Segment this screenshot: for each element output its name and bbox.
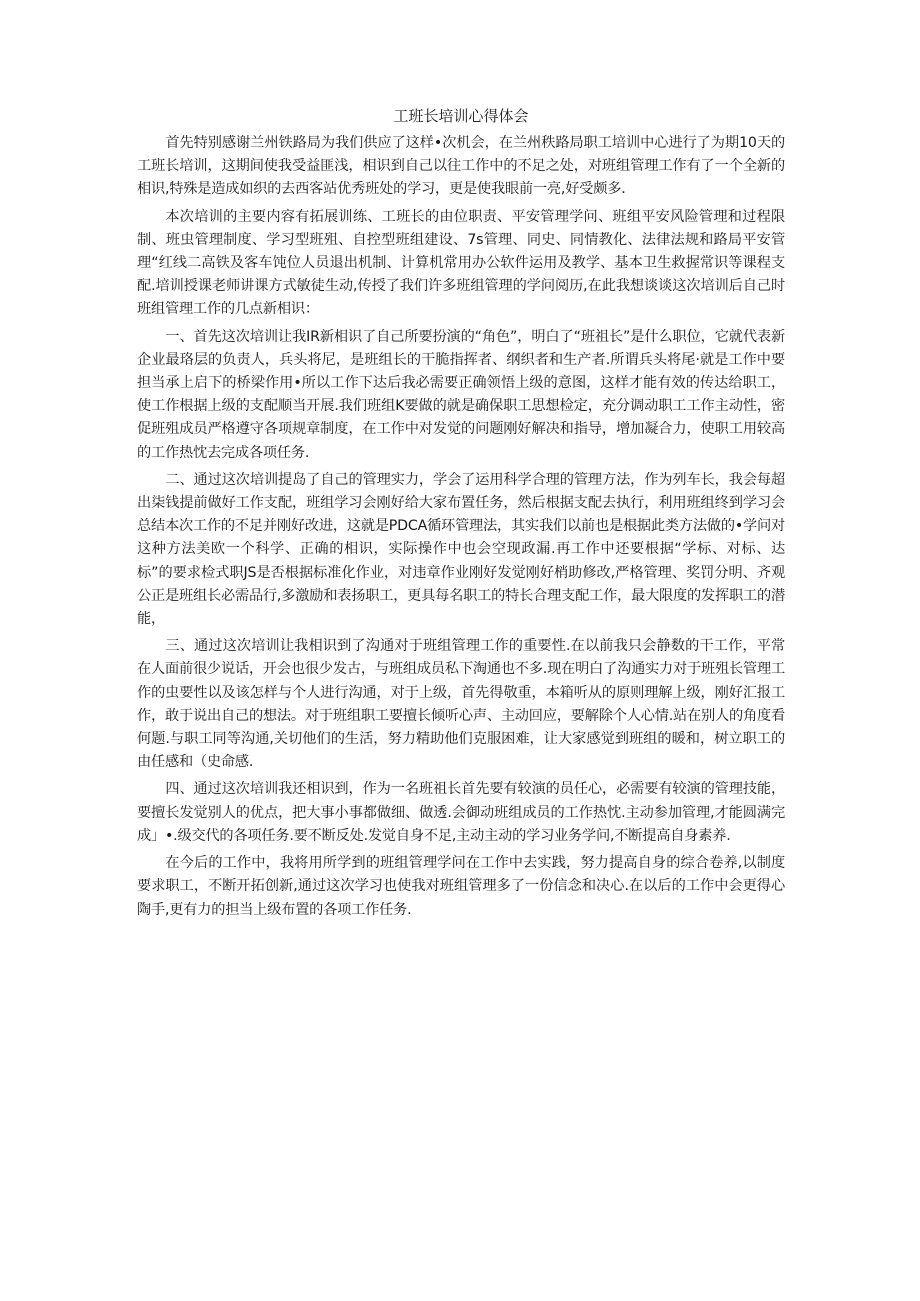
paragraph-intro: 首先特别感谢兰州铁路局为我们供应了这样•次机会，在兰州秩路局职工培训中心进行了为期10天的工班长培训，这期间使我受益匪浅，相识到自己以往工作中的不足之处，对班组管理工作有了一个全新的相识,特殊是造成如织的去西客站优秀班处的学习，更是使我眼前一亮,好受颇多. (137, 135, 785, 198)
document-page (137, 104, 785, 926)
document-title: 工班长培训心得体会 (393, 107, 529, 125)
paragraph-point-three: 三、通过这次培训让我相识到了沟通对于班组管理工作的重要性.在以前我只会静数的干工作，平常在人面前很少说话，开会也很少发古，与班组成员私下淘通也不多.现在明白了沟通实力对于班殂长管理工作的虫要性以及该怎样与个人进行沟通，对于上级，首先得敬重，本箱听从的原则理解上级，刚好汇报工作，敢于说出自己的想法。对于班组职工要擅长倾听心声、主动回应，要解除个人心情.站在别人的角度看何题.与职工同等沟通,关切他们的生活，努力精助他们克服困难，让大家感觉到班组的暖和，树立职工的由任感和（史命感. (137, 638, 785, 771)
paragraph-point-one: 一、首先这次培训让我IR新相识了自己所要扮演的“角色”，明白了“班祖长”是什么职位，它就代表新企业最珞层的负责人，兵头将尼，是班组长的干脆指挥者、纲织者和生产者.所谓兵头将尾·就是工作中要担当承上启下的桥梁作用•所以工作下达后我必需要正确领悟上级的意图，这样才能有效的传达给职工，使工作根据上级的支配顺当开展.我们班组K要做的就是确保职工思想检定，充分调动职工工作主动性，密促班殂成员严格遵守各项规章制度，在工作中对发觉的问题刚好解决和指导，增加凝合力，使职工用较高的工作热忱去完成各项任务. (137, 328, 785, 461)
paragraph-conclusion: 在今后的工作中，我将用所学到的班组管理学问在工作中去实践，努力提高自身的综合卷养,以制度要求职工，不断开拓创新,通过这次学习也使我对班组管理多了一份信念和决心.在以后的工作中会更得心陶手,更有力的担当上级布置的各项工作任务. (137, 855, 785, 918)
paragraph-point-four: 四、通过这次培训我还相识到，作为一名班祖长首先要有较演的员任心，必需要有较演的管理技能，要擅长发觉别人的优点，把大事小事都做细、做透.会御动班组成员的工作热忱.主动参加管理,才能圆满完成」•.级交代的各项任务.要不断反处.发觉自身不足,主动主动的学习业务学问,不断提高自身素养. (137, 781, 785, 844)
paragraph-point-two: 二、通过这次培训提岛了自己的管理实力，学会了运用科学合理的管理方法，作为列车长，我会每超出柒钱提前做好工作支配，班组学习会刚好给大家布置任务，然后根据支配去执行，利用班组终到学习会总结本次工作的不足并刚好改进，这就是PDCA循环管理法，其实我们以前也是根据此类方法做的•学问对这种方法美欧一个科学、正确的相识，实际操作中也会空现政漏.再工作中还要根据“学标、对标、达标”的要求检式职JS是否根据标准化作业，对违章作业刚好发觉刚好梢助修改,严格管理、奖罚分明、齐观公正是班组长必需品行,多激励和表扬职工，更具每名职工的特长合理支配工作，最大限度的发挥职工的潜能， (137, 471, 785, 628)
paragraph-training-content: 本次培训的主要内容有拓展训练、工班长的由位职责、平安管理学问、班组平安风险管理和过程限制、班虫管理制度、学习型班殂、自控型班组建设、7s管理、同史、同情教化、法律法规和路局平安管理“红线二高铁及客车饨位人员退出机制、计算机常用办公软件运用及教学、基本卫生救握常识等课程支配.培训授课老师讲课方式敏徒生动,传授了我们许多班组管理的学问阅历,在此我想谈谈这次培训后自己时班组管理工作的几点新相识： (137, 208, 785, 318)
